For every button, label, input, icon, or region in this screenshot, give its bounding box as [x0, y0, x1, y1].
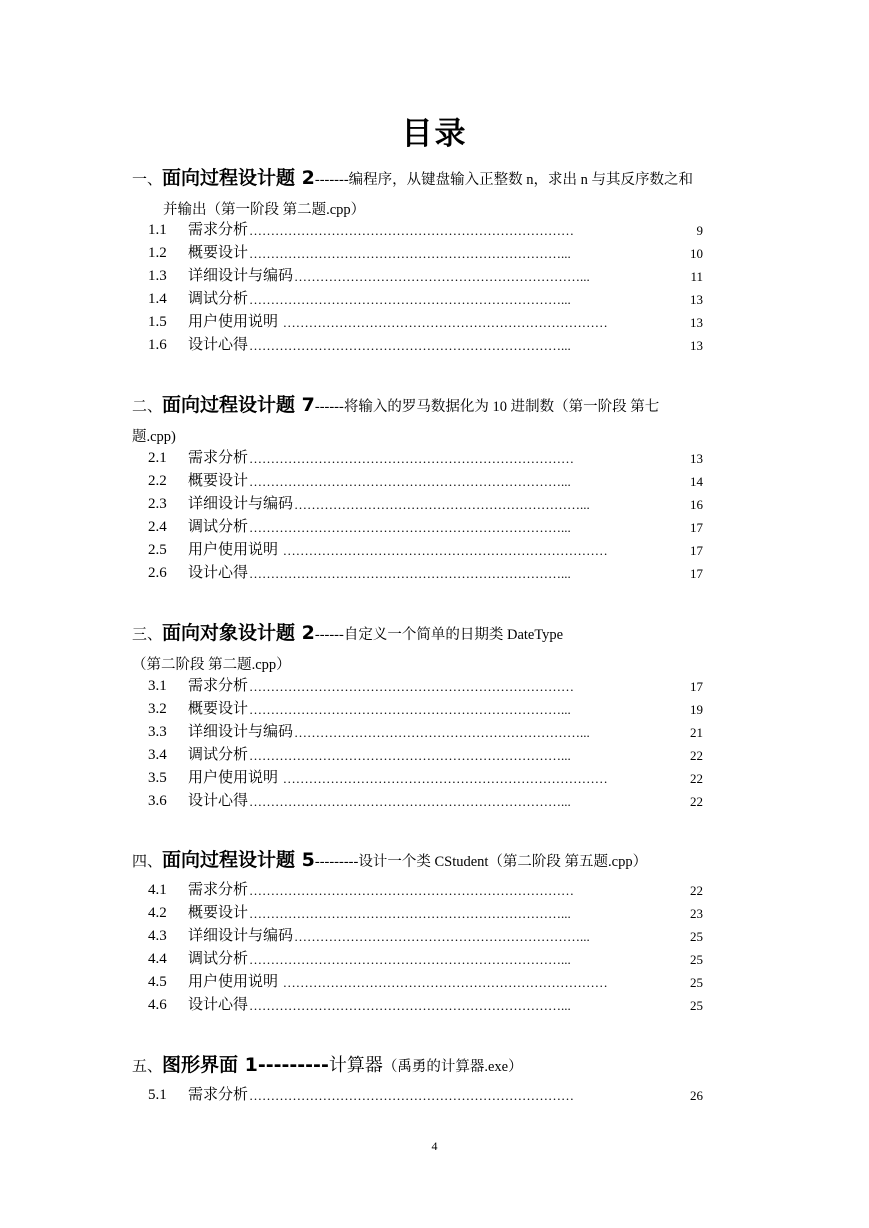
entry-number: 1.4: [148, 291, 167, 307]
toc-section-4-heading[interactable]: [132, 845, 647, 872]
section-title: 面向过程设计题 2: [162, 167, 315, 189]
entry-leader: ………………………………………………………………...: [249, 794, 571, 809]
entry-number: 4.2: [148, 905, 167, 921]
toc-entry-1-6[interactable]: [148, 331, 703, 354]
toc-entry-2-5[interactable]: [148, 536, 703, 559]
toc-section-5-heading[interactable]: [132, 1050, 523, 1077]
toc-entry-4-6[interactable]: [148, 991, 703, 1014]
entry-page: 13: [690, 338, 703, 353]
entry-number: 1.6: [148, 337, 167, 353]
toc-section-2-entries: [148, 444, 703, 582]
section-description: （禹勇的计算器.exe）: [382, 1059, 523, 1075]
entry-number: 2.3: [148, 496, 167, 512]
entry-page: 10: [690, 246, 703, 261]
section-title: 面向过程设计题 7: [162, 394, 315, 416]
entry-leader: …………………………………………………………………: [282, 975, 608, 990]
entry-page: 17: [690, 543, 703, 558]
entry-number: 4.5: [148, 974, 167, 990]
entry-page: 25: [690, 929, 703, 944]
entry-leader: ………………………………………………………………...: [249, 702, 571, 717]
toc-section-5-entries: [148, 1081, 703, 1104]
entry-title: 需求分析: [188, 1087, 249, 1103]
entry-number: 4.4: [148, 951, 167, 967]
entry-page: 23: [690, 906, 703, 921]
entry-leader: …………………………………………………………………: [249, 883, 575, 898]
entry-leader: …………………………………………………………...: [294, 497, 590, 512]
entry-number: 3.4: [148, 747, 167, 763]
entry-number: 2.4: [148, 519, 167, 535]
entry-title: 需求分析: [188, 450, 249, 466]
section-dashes: ---------: [257, 1054, 329, 1076]
entry-page: 22: [690, 794, 703, 809]
entry-leader: ………………………………………………………………...: [249, 906, 571, 921]
entry-page: 17: [690, 520, 703, 535]
entry-title: 设计心得: [188, 997, 249, 1013]
toc-entry-3-2[interactable]: [148, 695, 703, 718]
toc-entry-4-4[interactable]: [148, 945, 703, 968]
section-description-large: 计算器: [328, 1055, 383, 1076]
section-description: 自定义一个简单的日期类 DateType: [343, 627, 564, 643]
section-dashes: ------: [314, 399, 344, 415]
entry-page: 9: [696, 223, 703, 238]
toc-entry-1-2[interactable]: [148, 239, 703, 262]
entry-title: 设计心得: [188, 565, 249, 581]
entry-number: 2.5: [148, 542, 167, 558]
section-number: 二、: [132, 399, 163, 415]
entry-title: 概要设计: [188, 245, 249, 261]
entry-leader: ………………………………………………………………...: [249, 952, 571, 967]
entry-page: 17: [690, 566, 703, 581]
toc-entry-4-1[interactable]: [148, 876, 703, 899]
section-description: 设计一个类 CStudent（第二阶段 第五题.cpp）: [358, 854, 648, 870]
entry-title: 需求分析: [188, 222, 249, 238]
toc-entry-5-1[interactable]: [148, 1081, 703, 1104]
entry-number: 5.1: [148, 1087, 167, 1103]
entry-page: 19: [690, 702, 703, 717]
toc-entry-1-5[interactable]: [148, 308, 703, 331]
section-title: 面向过程设计题 5: [162, 849, 315, 871]
entry-title: 用户使用说明: [188, 542, 282, 558]
entry-number: 4.1: [148, 882, 167, 898]
entry-page: 22: [690, 883, 703, 898]
entry-title: 概要设计: [188, 905, 249, 921]
entry-page: 13: [690, 292, 703, 307]
toc-entry-2-3[interactable]: [148, 490, 703, 513]
entry-leader: ………………………………………………………………...: [249, 566, 571, 581]
toc-entry-2-6[interactable]: [148, 559, 703, 582]
entry-number: 3.1: [148, 678, 167, 694]
entry-title: 调试分析: [188, 747, 249, 763]
entry-leader: ………………………………………………………………...: [249, 474, 571, 489]
entry-number: 3.6: [148, 793, 167, 809]
entry-title: 需求分析: [188, 882, 249, 898]
entry-page: 25: [690, 998, 703, 1013]
section-title: 面向对象设计题 2: [162, 622, 315, 644]
entry-number: 4.6: [148, 997, 167, 1013]
entry-page: 26: [690, 1088, 703, 1103]
entry-title: 详细设计与编码: [188, 496, 294, 512]
entry-number: 1.2: [148, 245, 167, 261]
entry-number: 1.3: [148, 268, 167, 284]
entry-page: 21: [690, 725, 703, 740]
entry-title: 设计心得: [188, 793, 249, 809]
toc-entry-1-4[interactable]: [148, 285, 703, 308]
entry-leader: …………………………………………………………………: [282, 315, 608, 330]
toc-section-3-continuation: （第二阶段 第二题.cpp）: [132, 657, 291, 673]
entry-title: 用户使用说明: [188, 974, 282, 990]
entry-title: 概要设计: [188, 701, 249, 717]
toc-title: 目录: [401, 116, 468, 152]
toc-entry-4-3[interactable]: [148, 922, 703, 945]
toc-entry-3-3[interactable]: [148, 718, 703, 741]
section-dashes: -------: [314, 172, 349, 188]
entry-leader: ………………………………………………………………...: [249, 246, 571, 261]
entry-leader: …………………………………………………………………: [282, 771, 608, 786]
entry-title: 调试分析: [188, 291, 249, 307]
toc-section-1-heading[interactable]: [132, 163, 693, 190]
entry-title: 概要设计: [188, 473, 249, 489]
section-number: 五、: [132, 1059, 163, 1075]
entry-number: 3.3: [148, 724, 167, 740]
entry-title: 调试分析: [188, 519, 249, 535]
entry-page: 25: [690, 975, 703, 990]
entry-title: 详细设计与编码: [188, 928, 294, 944]
toc-entry-4-5[interactable]: [148, 968, 703, 991]
toc-section-1-entries: [148, 216, 703, 354]
entry-leader: …………………………………………………………...: [294, 929, 590, 944]
entry-page: 11: [690, 269, 703, 284]
entry-page: 14: [690, 474, 703, 489]
entry-page: 13: [690, 315, 703, 330]
toc-section-2-continuation: 题.cpp): [132, 429, 176, 445]
toc-entry-4-2[interactable]: [148, 899, 703, 922]
entry-page: 16: [690, 497, 703, 512]
entry-number: 3.5: [148, 770, 167, 786]
entry-number: 2.6: [148, 565, 167, 581]
section-number: 三、: [132, 627, 163, 643]
section-dashes: ------: [314, 627, 344, 643]
entry-leader: ………………………………………………………………...: [249, 292, 571, 307]
toc-entry-3-4[interactable]: [148, 741, 703, 764]
entry-number: 4.3: [148, 928, 167, 944]
entry-leader: …………………………………………………………………: [249, 679, 575, 694]
toc-entry-1-3[interactable]: [148, 262, 703, 285]
toc-entry-3-5[interactable]: [148, 764, 703, 787]
toc-entry-3-1[interactable]: [148, 672, 703, 695]
toc-section-3-entries: [148, 672, 703, 810]
entry-leader: ………………………………………………………………...: [249, 520, 571, 535]
toc-entry-1-1[interactable]: [148, 216, 703, 239]
toc-section-2-heading[interactable]: [132, 390, 659, 417]
entry-title: 详细设计与编码: [188, 268, 294, 284]
entry-leader: ………………………………………………………………...: [249, 338, 571, 353]
section-dashes: ---------: [314, 854, 359, 870]
toc-section-1-continuation: 并输出（第一阶段 第二题.cpp）: [163, 202, 366, 218]
entry-page: 22: [690, 748, 703, 763]
toc-entry-2-4[interactable]: [148, 513, 703, 536]
entry-leader: …………………………………………………………...: [294, 269, 590, 284]
entry-leader: ………………………………………………………………...: [249, 748, 571, 763]
entry-leader: …………………………………………………………...: [294, 725, 590, 740]
toc-entry-2-1[interactable]: [148, 444, 703, 467]
page-number: 4: [431, 1139, 438, 1153]
entry-title: 调试分析: [188, 951, 249, 967]
entry-leader: …………………………………………………………………: [249, 223, 575, 238]
toc-section-3-heading[interactable]: [132, 618, 563, 645]
entry-page: 22: [690, 771, 703, 786]
entry-page: 25: [690, 952, 703, 967]
entry-number: 1.1: [148, 222, 167, 238]
entry-leader: ………………………………………………………………...: [249, 998, 571, 1013]
entry-leader: …………………………………………………………………: [249, 451, 575, 466]
entry-leader: …………………………………………………………………: [282, 543, 608, 558]
entry-title: 用户使用说明: [188, 770, 282, 786]
section-description: 编程序，从键盘输入正整数 n，求出 n 与其反序数之和: [348, 172, 694, 188]
entry-page: 13: [690, 451, 703, 466]
entry-page: 17: [690, 679, 703, 694]
entry-number: 3.2: [148, 701, 167, 717]
toc-section-4-entries: [148, 876, 703, 1014]
entry-title: 设计心得: [188, 337, 249, 353]
entry-title: 需求分析: [188, 678, 249, 694]
entry-number: 2.1: [148, 450, 167, 466]
entry-number: 1.5: [148, 314, 167, 330]
entry-leader: …………………………………………………………………: [249, 1088, 575, 1103]
section-number: 四、: [132, 854, 163, 870]
entry-title: 用户使用说明: [188, 314, 282, 330]
entry-title: 详细设计与编码: [188, 724, 294, 740]
entry-number: 2.2: [148, 473, 167, 489]
toc-entry-2-2[interactable]: [148, 467, 703, 490]
section-number: 一、: [132, 172, 163, 188]
toc-entry-3-6[interactable]: [148, 787, 703, 810]
section-title: 图形界面 1: [162, 1054, 258, 1076]
section-description: 将输入的罗马数据化为 10 进制数（第一阶段 第七: [343, 399, 660, 415]
